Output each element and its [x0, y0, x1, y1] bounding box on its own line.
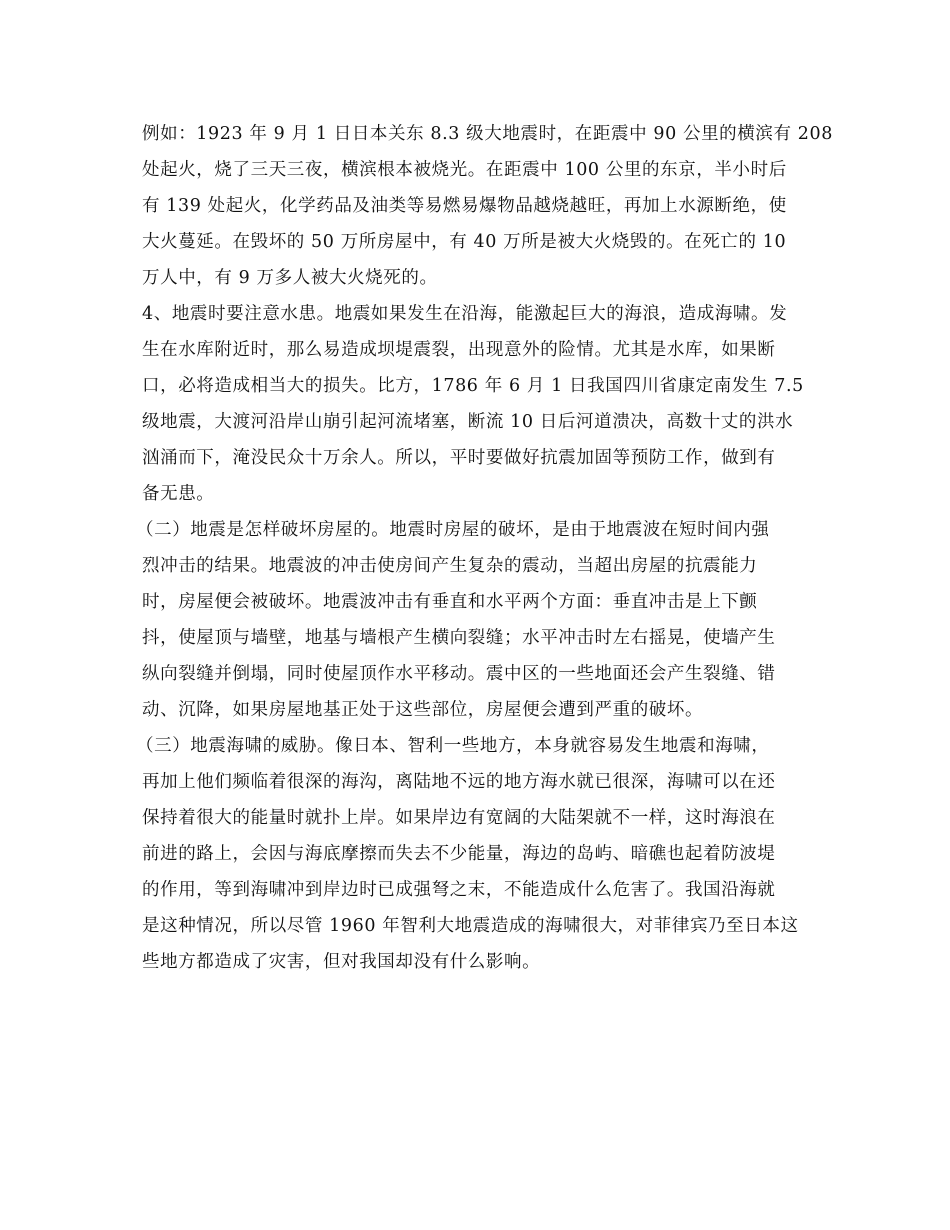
text-line: 前进的路上，会因与海底摩擦而失去不少能量，海边的岛屿、暗礁也起着防波堤 [142, 844, 776, 864]
text-line: 些地方都造成了灾害，但对我国却没有什么影响。 [142, 952, 541, 972]
text-line: 纵向裂缝并倒塌，同时使屋顶作水平移动。震中区的一些地面还会产生裂缝、错 [142, 664, 776, 684]
text-line: 口，必将造成相当大的损失。比方，1786 年 6 月 1 日我国四川省康定南发生 7.5 [142, 376, 804, 396]
section-heading-line: （二）地震是怎样破坏房屋的。地震时房屋的破坏，是由于地震波在短时间内强 [136, 520, 770, 540]
text-line: 大火蔓延。在毁坏的 50 万所房屋中，有 40 万所是被大火烧毁的。在死亡的 10 [142, 232, 787, 252]
text-line: 处起火，烧了三天三夜，横滨根本被烧光。在距震中 100 公里的东京，半小时后 [142, 160, 787, 180]
text-line: 是这种情况，所以尽管 1960 年智利大地震造成的海啸很大，对菲律宾乃至日本这 [142, 916, 799, 936]
section-heading-line: （三）地震海啸的威胁。像日本、智利一些地方，本身就容易发生地震和海啸， [136, 736, 770, 756]
text-line: 的作用，等到海啸冲到岸边时已成强弩之末，不能造成什么危害了。我国沿海就 [142, 880, 776, 900]
text-line: 备无患。 [142, 484, 215, 504]
text-line: 抖，使屋顶与墙壁，地基与墙根产生横向裂缝；水平冲击时左右摇晃，使墙产生 [142, 628, 776, 648]
text-line: 时，房屋便会被破坏。地震波冲击有垂直和水平两个方面：垂直冲击是上下颤 [142, 592, 758, 612]
text-line: 有 139 处起火，化学药品及油类等易燃易爆物品越烧越旺，再加上水源断绝，使 [142, 196, 787, 216]
text-line: 动、沉降，如果房屋地基正处于这些部位，房屋便会遭到严重的破坏。 [142, 700, 704, 720]
document-body [136, 116, 833, 980]
text-line: 汹涌而下，淹没民众十万余人。所以，平时要做好抗震加固等预防工作，做到有 [142, 448, 776, 468]
text-line: 级地震，大渡河沿岸山崩引起河流堵塞，断流 10 日后河道溃决，高数十丈的洪水 [142, 412, 794, 432]
text-line: 再加上他们频临着很深的海沟，离陆地不远的地方海水就已很深，海啸可以在还 [142, 772, 776, 792]
text-line: 生在水库附近时，那么易造成坝堤震裂，出现意外的险情。尤其是水库，如果断 [142, 340, 776, 360]
text-line: 万人中，有 9 万多人被大火烧死的。 [142, 268, 438, 288]
text-line: 烈冲击的结果。地震波的冲击使房间产生复杂的震动，当超出房屋的抗震能力 [142, 556, 758, 576]
text-line: 例如：1923 年 9 月 1 日日本关东 8.3 级大地震时，在距震中 90 公里的横滨有 208 [142, 124, 833, 144]
text-line: 4、地震时要注意水患。地震如果发生在沿海，能激起巨大的海浪，造成海啸。发 [142, 304, 788, 324]
text-line: 保持着很大的能量时就扑上岸。如果岸边有宽阔的大陆架就不一样，这时海浪在 [142, 808, 776, 828]
